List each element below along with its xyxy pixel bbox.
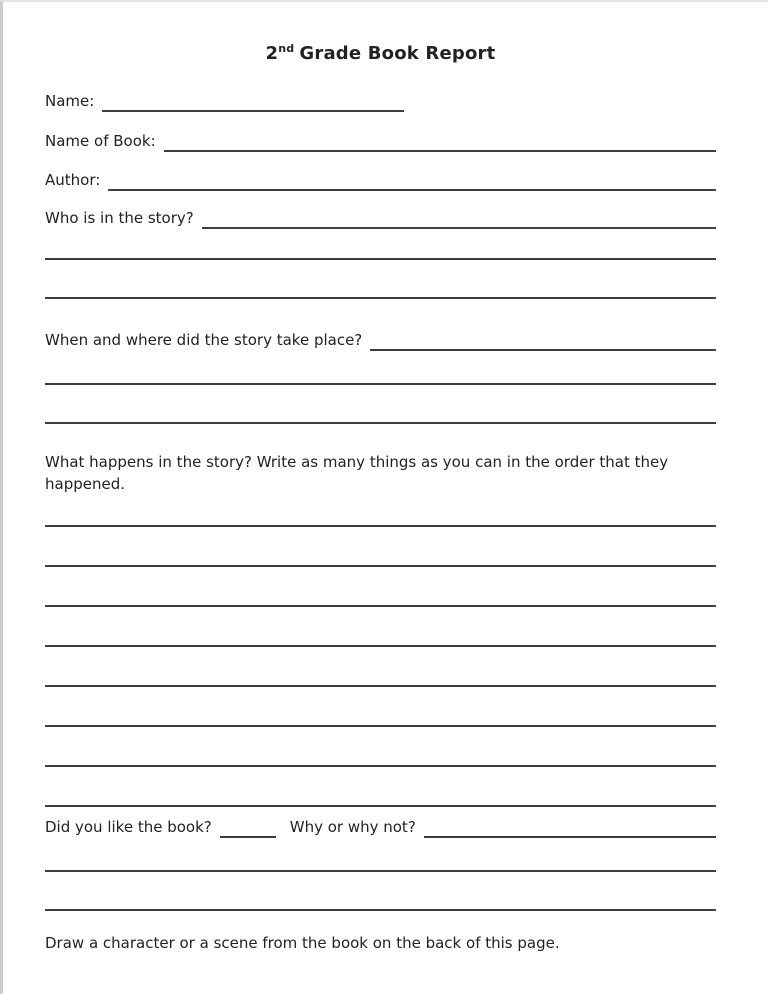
- what-answer-line-3[interactable]: [45, 567, 716, 607]
- what-prompt: What happens in the story? Write as many things as you can in the order that they happened.: [45, 453, 669, 493]
- who-field-row: [45, 207, 716, 229]
- title-number: 2: [265, 43, 279, 64]
- author-field-row: [45, 169, 716, 191]
- author-label: Author:: [45, 171, 101, 189]
- book-field-row: [45, 130, 716, 152]
- when-answer-line-1[interactable]: [370, 333, 716, 352]
- why-answer-line-2[interactable]: [45, 838, 716, 872]
- what-answer-line-1[interactable]: [45, 495, 716, 527]
- name-label: Name:: [45, 92, 95, 110]
- draw-instruction: Draw a character or a scene from the book on the back of this page.: [45, 934, 560, 952]
- name-field-row: [45, 90, 716, 112]
- author-answer-line[interactable]: [108, 173, 716, 192]
- book-label: Name of Book:: [45, 132, 156, 150]
- what-answer-line-2[interactable]: [45, 527, 716, 567]
- why-answer-line-3[interactable]: [45, 872, 716, 911]
- what-answer-line-5[interactable]: [45, 647, 716, 687]
- what-answer-line-4[interactable]: [45, 607, 716, 647]
- what-answer-line-7[interactable]: [45, 727, 716, 767]
- when-answer-line-3[interactable]: [45, 385, 716, 424]
- when-field-row: [45, 329, 716, 351]
- name-answer-line[interactable]: [102, 94, 404, 113]
- what-answer-line-8[interactable]: [45, 767, 716, 807]
- page-title: [45, 42, 716, 64]
- like-answer-line[interactable]: [220, 820, 276, 839]
- title-ordinal: nd: [278, 42, 295, 55]
- when-answer-line-2[interactable]: [45, 351, 716, 385]
- like-label: Did you like the book?: [45, 818, 212, 836]
- what-answer-line-6[interactable]: [45, 687, 716, 727]
- who-answer-line-1[interactable]: [202, 211, 716, 230]
- title-text: Grade Book Report: [299, 43, 496, 64]
- when-label: When and where did the story take place?: [45, 331, 363, 349]
- who-label: Who is in the story?: [45, 209, 194, 227]
- book-answer-line[interactable]: [164, 134, 716, 153]
- why-answer-line-1[interactable]: [424, 820, 716, 839]
- who-answer-line-2[interactable]: [45, 229, 716, 260]
- like-field-row: [45, 816, 716, 838]
- why-label: Why or why not?: [289, 818, 416, 836]
- who-answer-line-3[interactable]: [45, 260, 716, 299]
